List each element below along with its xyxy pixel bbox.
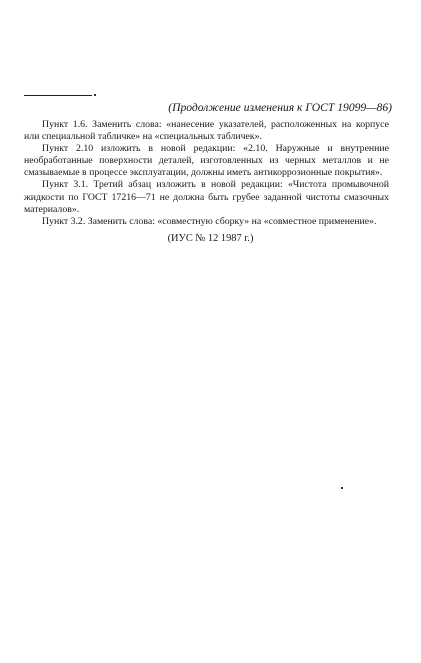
rule-mark xyxy=(94,94,96,96)
publication-reference: (ИУС № 12 1987 г.) xyxy=(167,233,254,244)
header-rule xyxy=(24,95,92,96)
paragraph-item-3-1: Пункт 3.1. Третий абзац изложить в новой редакции: «Чистота промывочной жидкости по ГОСТ 17216—71 не должна быть грубее заданной чистоты смазочных материалов». xyxy=(24,179,389,215)
document-body xyxy=(24,119,389,228)
document-header: (Продолжение изменения к ГОСТ 19099—86) xyxy=(168,101,392,114)
scan-speck xyxy=(341,487,343,489)
paragraph-item-1-6: Пункт 1.6. Заменить слова: «нанесение указателей, расположенных на корпусе или специальной табличке» на «специальных табличек». xyxy=(24,119,389,143)
paragraph-item-2-10: Пункт 2.10 изложить в новой редакции: «2.10. Наружные и внутренние необработанные поверхности деталей, изготовленных из черных металлов и не смазываемые в процессе эксплуатации, должны иметь антикоррозионные покрытия». xyxy=(24,143,389,179)
paragraph-item-3-2: Пункт 3.2. Заменить слова: «совместную сборку» на «совместное применение». xyxy=(42,215,377,227)
